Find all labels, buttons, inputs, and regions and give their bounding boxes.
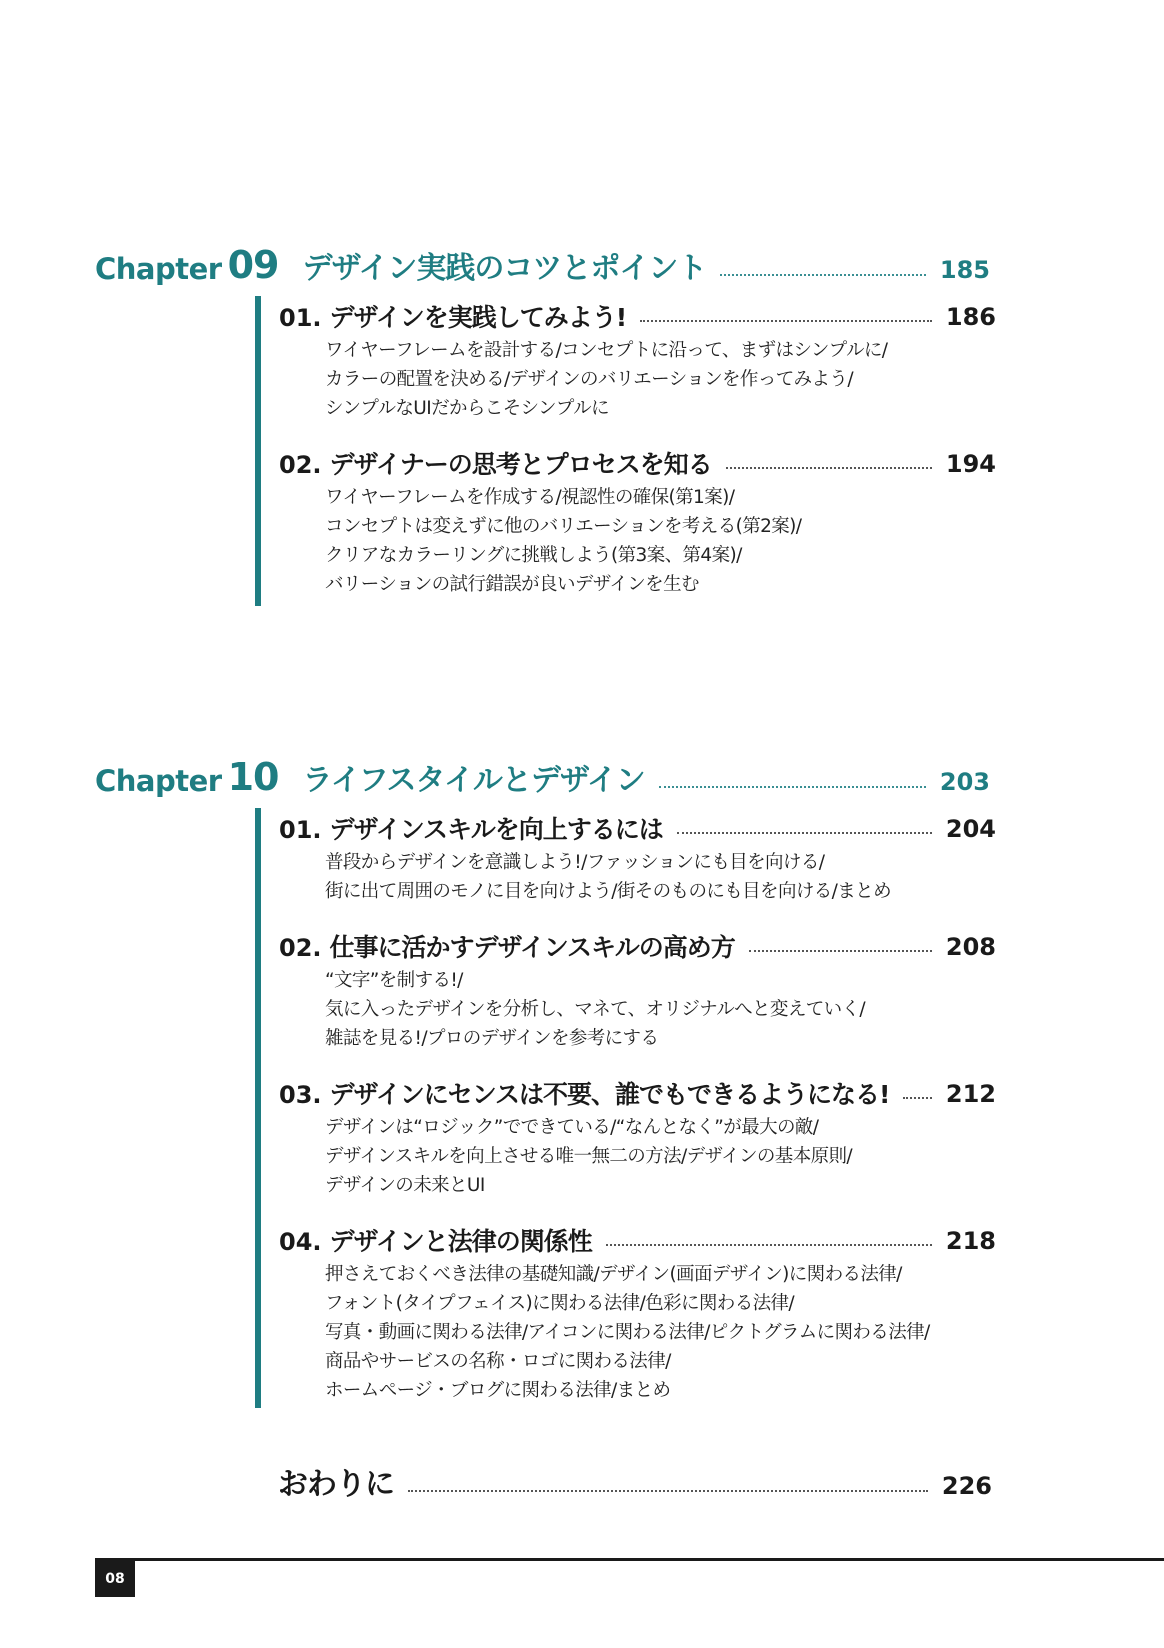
section-heading <box>279 1073 996 1107</box>
subtopic-line: 街に出て周囲のモノに目を向けよう/街そのものにも目を向ける/まとめ <box>325 881 891 902</box>
dot-leader <box>408 1490 928 1492</box>
subtopic-line: 気に入ったデザインを分析し、マネて、オリジナルへと変えていく/ <box>325 999 866 1020</box>
chapter-page-number: 203 <box>939 768 990 796</box>
section-page-number: 212 <box>945 1080 996 1108</box>
chapter-09-sections <box>255 296 996 606</box>
section-title: デザインにセンスは不要、誰でもできるようになる! <box>329 1080 890 1109</box>
subtopic-line: ワイヤーフレームを作成する/視認性の確保(第1案)/ <box>325 487 735 508</box>
section-heading <box>279 1220 996 1254</box>
section-subtopics <box>325 483 996 599</box>
section-number: 03. <box>279 1081 322 1109</box>
section-heading <box>279 443 996 477</box>
section-page-number: 186 <box>945 303 996 331</box>
section-number: 02. <box>279 934 322 962</box>
subtopic-line: 雑誌を見る!/プロのデザインを参考にする <box>325 1028 659 1049</box>
toc-section[interactable] <box>261 296 996 423</box>
chapter-number: 09 <box>227 243 279 287</box>
section-number: 01. <box>279 816 322 844</box>
section-page-number: 218 <box>945 1227 996 1255</box>
subtopic-line: 普段からデザインを意識しよう!/ファッションにも目を向ける/ <box>325 852 825 873</box>
subtopic-line: ワイヤーフレームを設計する/コンセプトに沿って、まずはシンプルに/ <box>325 340 888 361</box>
section-heading <box>279 808 996 842</box>
dot-leader <box>726 467 932 469</box>
subtopic-line: バリーションの試行錯誤が良いデザインを生む <box>325 574 699 595</box>
chapter-title: デザイン実践のコツとポイント <box>302 251 707 286</box>
section-title: デザインを実践してみよう! <box>329 303 627 332</box>
section-page-number: 204 <box>945 815 996 843</box>
chapter-10-heading[interactable] <box>95 752 990 799</box>
subtopic-line: 商品やサービスの名称・ロゴに関わる法律/ <box>325 1351 671 1372</box>
subtopic-line: デザインは“ロジック”でできている/“なんとなく”が最大の敵/ <box>325 1117 819 1138</box>
subtopic-line: フォント(タイプフェイス)に関わる法律/色彩に関わる法律/ <box>325 1293 795 1314</box>
chapter-10-sections <box>255 808 996 1408</box>
subtopic-line: ホームページ・ブログに関わる法律/まとめ <box>325 1380 671 1401</box>
dot-leader <box>749 950 932 952</box>
ending-title: おわりに <box>278 1467 394 1502</box>
section-subtopics <box>325 1113 996 1200</box>
subtopic-line: デザインスキルを向上させる唯一無二の方法/デザインの基本原則/ <box>325 1146 853 1167</box>
chapter-label: Chapter <box>95 252 222 286</box>
subtopic-line: 写真・動画に関わる法律/アイコンに関わる法律/ピクトグラムに関わる法律/ <box>325 1322 930 1343</box>
section-number: 04. <box>279 1228 322 1256</box>
chapter-09-heading[interactable] <box>95 240 990 287</box>
section-title: デザインと法律の関係性 <box>329 1227 592 1256</box>
footer-rule <box>95 1558 1164 1561</box>
ending-entry[interactable] <box>278 1456 992 1500</box>
subtopic-line: シンプルなUIだからこそシンプルに <box>325 398 609 419</box>
dot-leader <box>659 786 926 788</box>
section-number: 01. <box>279 304 322 332</box>
section-title: 仕事に活かすデザインスキルの高め方 <box>329 933 735 962</box>
section-number: 02. <box>279 451 322 479</box>
section-subtopics <box>325 1260 996 1405</box>
section-heading <box>279 926 996 960</box>
page-number-badge: 08 <box>95 1561 135 1597</box>
subtopic-line: コンセプトは変えずに他のバリエーションを考える(第2案)/ <box>325 516 802 537</box>
ending-page-number: 226 <box>941 1472 992 1500</box>
subtopic-line: デザインの未来とUI <box>325 1175 485 1196</box>
subtopic-line: “文字”を制する!/ <box>325 970 463 991</box>
section-title: デザイナーの思考とプロセスを知る <box>329 450 712 479</box>
subtopic-line: カラーの配置を決める/デザインのバリエーションを作ってみよう/ <box>325 369 853 390</box>
section-subtopics <box>325 336 996 423</box>
subtopic-line: クリアなカラーリングに挑戦しよう(第3案、第4案)/ <box>325 545 742 566</box>
dot-leader <box>640 320 932 322</box>
toc-section[interactable] <box>261 1073 996 1200</box>
dot-leader <box>606 1244 932 1246</box>
section-subtopics <box>325 966 996 1053</box>
toc-section[interactable] <box>261 926 996 1053</box>
toc-section[interactable] <box>261 1220 996 1405</box>
section-title: デザインスキルを向上するには <box>329 815 663 844</box>
dot-leader <box>720 274 926 276</box>
toc-section[interactable] <box>261 808 996 906</box>
chapter-number: 10 <box>227 755 279 799</box>
toc-section[interactable] <box>261 443 996 599</box>
chapter-label: Chapter <box>95 764 222 798</box>
section-heading <box>279 296 996 330</box>
chapter-title: ライフスタイルとデザイン <box>302 763 645 798</box>
section-subtopics <box>325 848 996 906</box>
dot-leader <box>677 832 932 834</box>
section-page-number: 208 <box>945 933 996 961</box>
chapter-page-number: 185 <box>939 256 990 284</box>
dot-leader <box>903 1097 931 1099</box>
section-page-number: 194 <box>945 450 996 478</box>
subtopic-line: 押さえておくべき法律の基礎知識/デザイン(画面デザイン)に関わる法律/ <box>325 1264 902 1285</box>
